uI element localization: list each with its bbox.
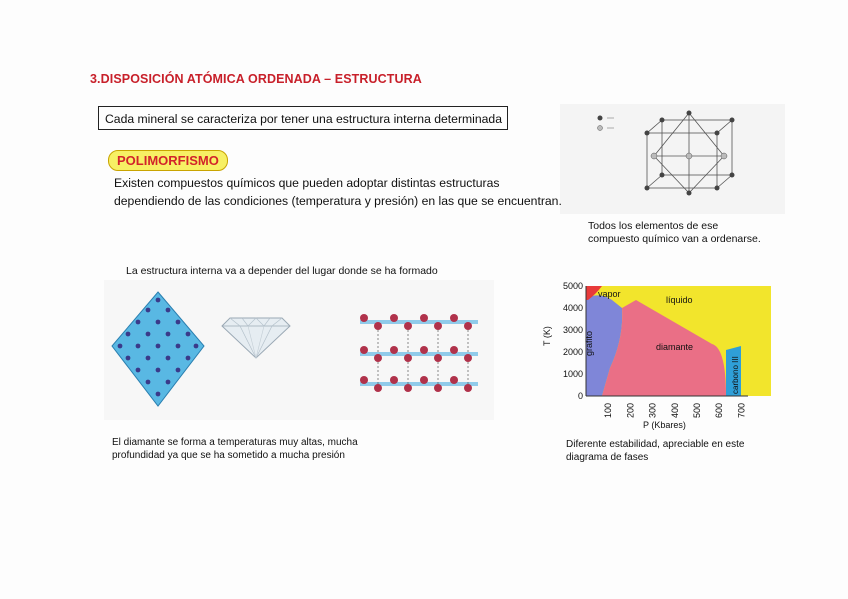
polimorfismo-badge: POLIMORFISMO	[108, 150, 228, 171]
region-label-diamante: diamante	[656, 342, 694, 352]
phase-caption-line-2: diagrama de fases	[566, 452, 649, 463]
region-label-liquido: líquido	[666, 295, 693, 305]
x-tick-label: 400	[669, 402, 680, 418]
y-tick-label: 0	[577, 391, 583, 401]
polimorfismo-paragraph	[114, 174, 574, 210]
phase-caption-line-1: Diferente estabilidad, apreciable en este	[566, 439, 745, 450]
x-tick-label: 100	[603, 402, 614, 418]
graphite-structure-figure	[348, 300, 493, 412]
x-tick-label: 200	[625, 402, 636, 418]
crystal-caption	[588, 220, 761, 246]
x-tick-label: 700	[736, 402, 747, 418]
x-tick-label: 300	[647, 402, 658, 418]
diamond-caption	[112, 436, 358, 462]
y-tick-label: 3000	[562, 325, 583, 335]
diamond-caption-line-1: El diamante se forma a temperaturas muy altas, mucha	[112, 437, 358, 448]
region-label-vapor: vapor	[598, 289, 621, 299]
phase-diagram-chart	[540, 278, 780, 438]
y-axis-label: T (K)	[542, 326, 552, 346]
x-tick-label: 600	[714, 402, 725, 418]
y-tick-label: 4000	[562, 303, 583, 313]
crystal-caption-line-1: Todos los elementos de ese	[588, 220, 719, 232]
y-tick-label: 1000	[562, 369, 583, 379]
region-label-grafito: grafito	[584, 330, 594, 356]
x-axis-label: P (Kbares)	[643, 420, 686, 430]
structure-caption: La estructura interna va a depender del lugar donde se ha formado	[126, 265, 438, 277]
polimorfismo-line-1: Existen compuestos químicos que pueden adoptar distintas estructuras	[114, 176, 500, 190]
definition-box: Cada mineral se caracteriza por tener una estructura interna determinada	[98, 106, 508, 130]
x-tick-label: 500	[691, 402, 702, 418]
diamond-caption-line-2: profundidad ya que se ha sometido a mucha presión	[112, 450, 345, 461]
diamond-lattice-figure	[108, 288, 208, 413]
section-heading: 3.DISPOSICIÓN ATÓMICA ORDENADA – ESTRUCTURA	[90, 72, 422, 86]
crystal-lattice-figure	[592, 108, 772, 208]
crystal-caption-line-2: compuesto químico van a ordenarse.	[588, 233, 761, 245]
y-tick-label: 5000	[562, 281, 583, 291]
region-label-carbono-iii: carbono III	[731, 356, 740, 394]
phase-caption	[566, 438, 744, 464]
cut-diamond-image	[220, 308, 292, 360]
y-tick-label: 2000	[562, 347, 583, 357]
polimorfismo-line-2: dependiendo de las condiciones (temperatura y presión) en las que se encuentran.	[114, 194, 562, 208]
